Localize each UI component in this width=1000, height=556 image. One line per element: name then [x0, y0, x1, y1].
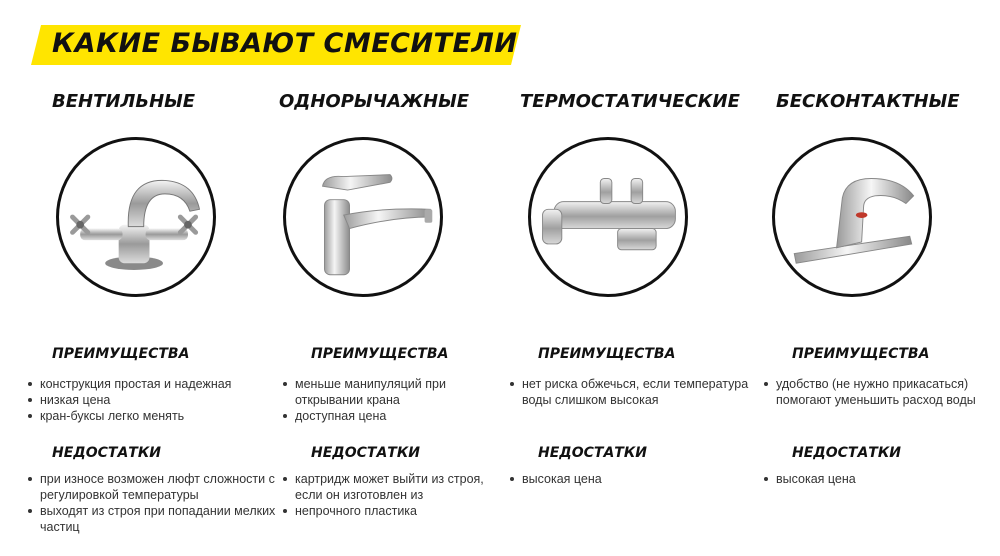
list-item: непрочного пластика	[295, 503, 505, 519]
column-beskontaktnye	[776, 0, 1000, 556]
cons-title: НЕДОСТАТКИ	[792, 445, 902, 461]
pros-title: ПРЕИМУЩЕСТВА	[52, 346, 190, 362]
pros-list	[279, 376, 495, 424]
sensor-faucet-icon	[772, 137, 932, 297]
list-item: при износе возможен люфт сложности с регулировкой температуры	[40, 471, 280, 503]
list-item: низкая цена	[40, 392, 290, 408]
pros-title: ПРЕИМУЩЕСТВА	[311, 346, 449, 362]
cons-list	[279, 471, 505, 519]
list-item: доступная цена	[295, 408, 495, 424]
list-item: меньше манипуляций при открывании крана	[295, 376, 495, 408]
single-lever-faucet-icon	[283, 137, 443, 297]
two-handle-faucet-icon	[56, 137, 216, 297]
pros-list	[24, 376, 290, 424]
list-item: конструкция простая и надежная	[40, 376, 290, 392]
list-item: кран-буксы легко менять	[40, 408, 290, 424]
cons-title: НЕДОСТАТКИ	[538, 445, 648, 461]
column-ventilnye	[20, 0, 276, 556]
list-item: высокая цена	[776, 471, 996, 487]
column-odnorychazhnye	[277, 0, 517, 556]
pros-title: ПРЕИМУЩЕСТВА	[792, 346, 930, 362]
list-item: нет риска обжечься, если температура воды слишком высокая	[522, 376, 762, 408]
list-item: выходят из строя при попадании мелких частиц	[40, 503, 280, 535]
type-title: БЕСКОНТАКТНЫЕ	[776, 91, 960, 112]
column-termostaticheskie	[520, 0, 760, 556]
cons-list	[24, 471, 280, 535]
cons-list	[760, 471, 996, 487]
pros-list	[506, 376, 762, 408]
page-title: КАКИЕ БЫВАЮТ СМЕСИТЕЛИ	[52, 28, 518, 59]
type-title: ВЕНТИЛЬНЫЕ	[52, 91, 196, 112]
pros-title: ПРЕИМУЩЕСТВА	[538, 346, 676, 362]
cons-list	[506, 471, 772, 487]
list-item: картридж может выйти из строя, если он изготовлен из	[295, 471, 505, 503]
cons-title: НЕДОСТАТКИ	[311, 445, 421, 461]
list-item: высокая цена	[522, 471, 772, 487]
thermostatic-mixer-icon	[528, 137, 688, 297]
pros-list	[760, 376, 996, 408]
type-title: ОДНОРЫЧАЖНЫЕ	[279, 91, 470, 112]
list-item: удобство (не нужно прикасаться) помогают уменьшить расход воды	[776, 376, 996, 408]
cons-title: НЕДОСТАТКИ	[52, 445, 162, 461]
type-title: ТЕРМОСТАТИЧЕСКИЕ	[520, 91, 740, 112]
